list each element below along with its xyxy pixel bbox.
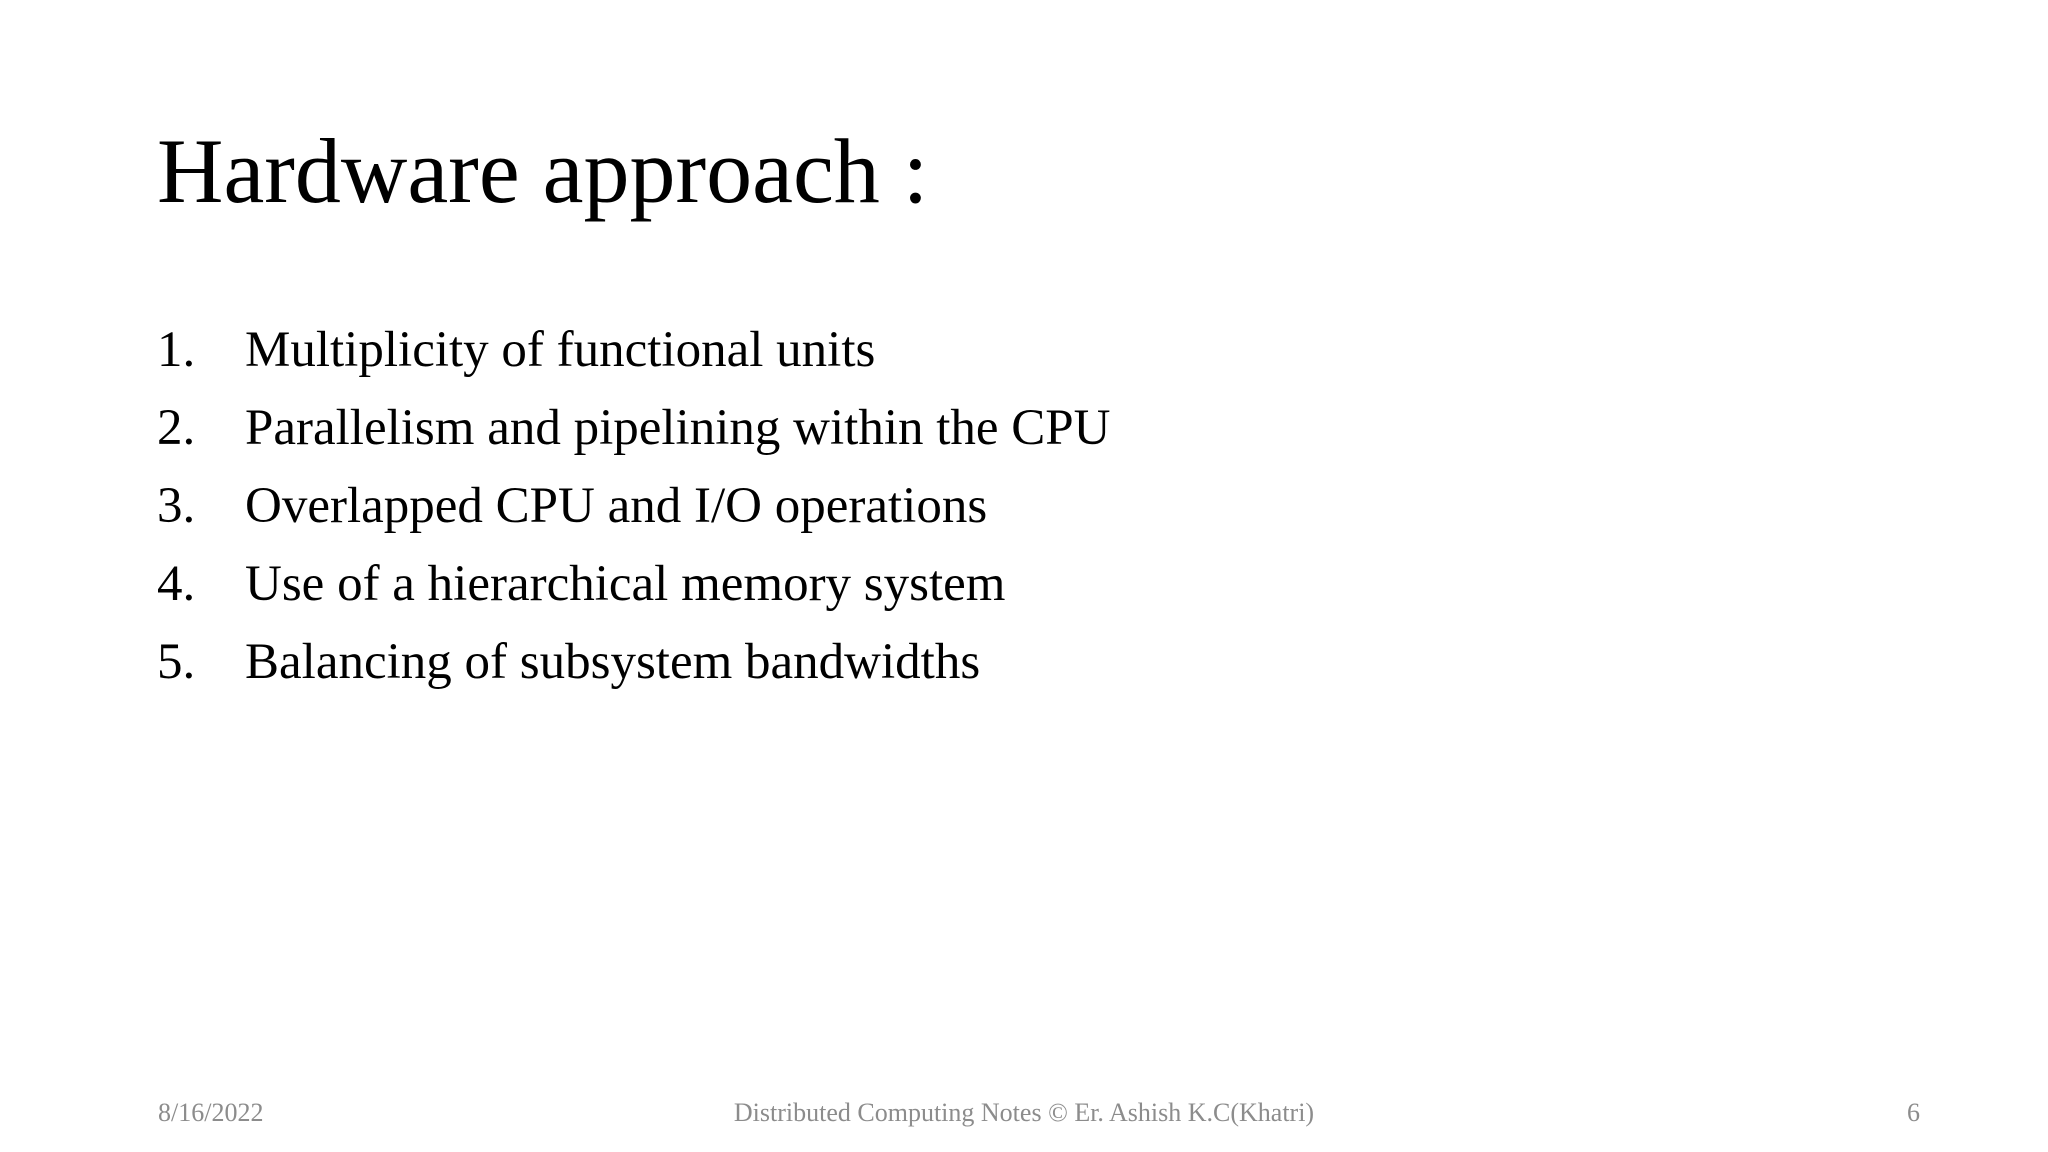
slide-title: Hardware approach : (157, 120, 929, 222)
list-item (157, 623, 1111, 701)
list-item-number: 4. (157, 556, 196, 612)
bullet-list (157, 311, 1111, 701)
list-item (157, 467, 1111, 545)
list-item-number: 5. (157, 634, 196, 690)
list-item-number: 1. (157, 322, 196, 378)
list-item-text: Balancing of subsystem bandwidths (245, 634, 981, 690)
footer-text: Distributed Computing Notes © Er. Ashish K.C(Khatri) (733, 1098, 1315, 1127)
list-item-text: Parallelism and pipelining within the CPU (245, 400, 1111, 456)
list-item-text: Overlapped CPU and I/O operations (245, 478, 988, 534)
page-number: 6 (1907, 1098, 1920, 1127)
list-item-number: 3. (157, 478, 196, 534)
footer-date: 8/16/2022 (158, 1098, 264, 1127)
list-item (157, 389, 1111, 467)
list-item-number: 2. (157, 400, 196, 456)
list-item (157, 545, 1111, 623)
list-item (157, 311, 1111, 389)
list-item-text: Multiplicity of functional units (245, 322, 876, 378)
list-item-text: Use of a hierarchical memory system (245, 556, 1006, 612)
